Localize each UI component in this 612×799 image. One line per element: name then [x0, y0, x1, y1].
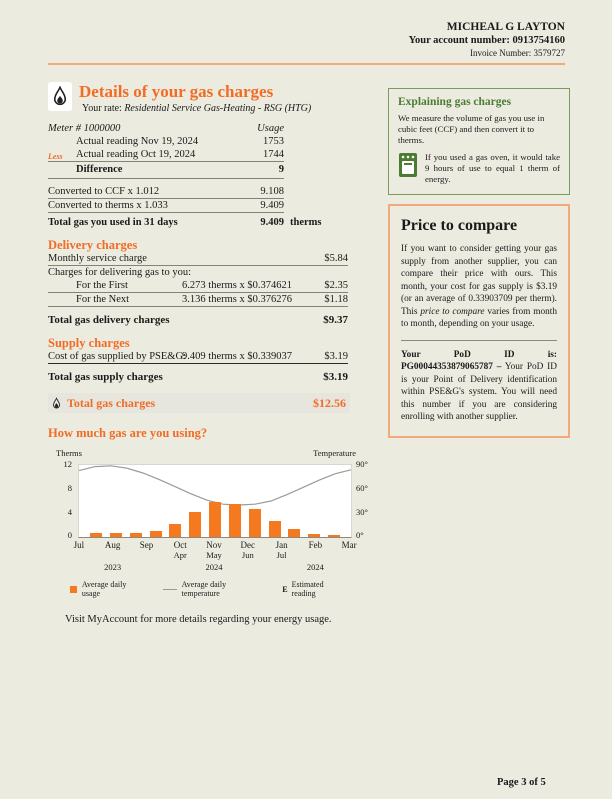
usage-bar — [189, 512, 201, 537]
explaining-gas-charges-box — [388, 88, 570, 195]
usage-bar — [110, 533, 122, 537]
y-right-tick: 30° — [356, 507, 368, 517]
therms-value: 9.409 — [260, 200, 284, 211]
y-right-tick: 60° — [356, 483, 368, 493]
first-tier-row — [48, 279, 348, 293]
usage-bar — [328, 535, 340, 537]
x-year-label — [130, 562, 164, 572]
usage-chart — [48, 459, 368, 540]
usage-heading: How much gas are you using? — [48, 426, 208, 440]
ptc-italic: price to compare — [420, 306, 485, 317]
usage-swatch-icon — [70, 586, 77, 593]
x-label: Oct — [173, 540, 187, 550]
chart-plot — [78, 464, 352, 538]
supply-cost-calc: 9.409 therms x $0.339037 — [182, 351, 292, 362]
x-year-label: 2024 — [205, 562, 223, 572]
reading-previous-value: 1744 — [263, 149, 284, 160]
y-right-tick: 90° — [356, 459, 368, 469]
x-sub-label — [96, 550, 130, 560]
next-tier-value: $1.18 — [324, 294, 348, 305]
supply-total-label: Total gas supply charges — [48, 371, 163, 383]
axis-titles — [48, 448, 366, 458]
x-sub-label: Jun — [241, 550, 254, 560]
page-number: Page 3 of 5 — [497, 777, 546, 788]
total-charges-value: $12.56 — [313, 395, 346, 410]
first-tier-calc: 6.273 therms x $0.374621 — [182, 280, 292, 291]
legend-temperature-label: Average daily temperature — [181, 580, 227, 598]
x-sub-label — [298, 550, 332, 560]
meter-table — [48, 122, 322, 229]
reading-previous-row — [48, 148, 284, 162]
ptc-text: If you want to consider getting your gas supply from another supplier, you can compare their price with ours. This month, your cost for gas supply is $3.19 (or an average of 0.33903709 per therm). This — [401, 244, 557, 317]
gas-flame-icon — [52, 397, 61, 410]
difference-label: Difference — [76, 164, 123, 175]
oven-note — [398, 152, 560, 185]
left-axis-title: Therms — [56, 448, 82, 458]
therms-row — [48, 199, 284, 213]
x-year-label — [62, 562, 96, 572]
temperature-swatch-icon — [163, 589, 177, 590]
x-label: Feb — [308, 540, 323, 550]
x-label: Aug — [104, 540, 121, 550]
meter-number: Meter # 1000000 — [48, 123, 121, 134]
x-label: Nov — [206, 540, 222, 550]
usage-bar — [130, 533, 142, 537]
pod-id-paragraph — [401, 349, 557, 424]
reading-previous-label: Actual reading Oct 19, 2024 — [76, 149, 196, 160]
monthly-service-label: Monthly service charge — [48, 253, 147, 264]
x-sub-label: Apr — [173, 550, 187, 560]
supply-cost-value: $3.19 — [324, 351, 348, 362]
therms-label: Converted to therms x 1.033 — [48, 200, 168, 211]
chart-legend — [70, 580, 366, 598]
gas-charges-column — [48, 82, 366, 625]
legend-estimated-label: Estimated reading — [291, 580, 324, 598]
estimated-flag: E — [282, 584, 288, 594]
x-axis-years — [62, 562, 366, 572]
usage-bar — [209, 502, 221, 537]
x-sub-label — [62, 550, 96, 560]
meter-header-row — [48, 122, 284, 135]
usage-bar — [288, 529, 300, 537]
rate-line — [82, 103, 311, 114]
supply-cost-label: Cost of gas supplied by PSE&G: — [48, 351, 186, 362]
explaining-heading: Explaining gas charges — [398, 96, 512, 108]
supply-total-value: $3.19 — [323, 371, 348, 383]
x-year-label: 2024 — [306, 562, 324, 572]
usage-bar — [249, 509, 261, 537]
total-used-label: Total gas you used in 31 days — [48, 217, 178, 228]
total-used-value: 9.409 — [260, 217, 284, 228]
first-tier-label: For the First — [76, 280, 128, 291]
rate-value: Residential Service Gas-Heating - RSG (HTG) — [124, 103, 312, 114]
usage-bar — [169, 524, 181, 537]
difference-value: 9 — [278, 164, 284, 175]
next-tier-label: For the Next — [76, 294, 130, 305]
x-axis-sub-months — [62, 550, 366, 560]
y-left-tick: 0 — [67, 530, 72, 540]
header-divider — [48, 63, 565, 65]
x-year-label: 2023 — [104, 562, 122, 572]
reading-current-row — [48, 135, 284, 148]
x-sub-label: Jul — [276, 550, 287, 560]
section-header — [48, 82, 366, 114]
usage-column-label: Usage — [257, 123, 284, 134]
delivering-label-row — [48, 266, 348, 279]
visit-note: Visit MyAccount for more details regarding your energy usage. — [65, 614, 332, 625]
monthly-service-value: $5.84 — [324, 253, 348, 264]
x-sub-label: May — [206, 550, 222, 560]
difference-row — [48, 162, 284, 179]
customer-name: MICHEAL G LAYTON — [446, 21, 565, 33]
price-to-compare-paragraph — [401, 243, 557, 331]
box-divider — [401, 340, 557, 341]
legend-usage-label: Average daily usage — [81, 580, 127, 598]
price-to-compare-heading: Price to compare — [401, 217, 518, 234]
next-tier-calc: 3.136 therms x $0.376276 — [182, 294, 292, 305]
total-used-unit: therms — [290, 217, 322, 228]
invoice-number: Invoice Number: 3579727 — [470, 48, 565, 58]
delivery-total-value: $9.37 — [323, 314, 348, 326]
usage-bar — [150, 531, 162, 537]
x-label: Jul — [73, 540, 85, 550]
x-label: Jan — [275, 540, 288, 550]
total-charges-label: Total gas charges — [67, 395, 156, 410]
less-tag: Less — [48, 152, 63, 161]
x-axis-months — [62, 540, 366, 550]
gas-oven-icon — [398, 152, 418, 185]
y-left-tick: 8 — [67, 483, 72, 493]
ccf-row — [48, 185, 284, 199]
x-year-label — [265, 562, 299, 572]
pod-id: Your PoD ID is: PG00044353879065787 – — [401, 349, 557, 372]
x-sub-label — [130, 550, 164, 560]
x-label: Mar — [341, 540, 357, 550]
delivering-label: Charges for delivering gas to you: — [48, 267, 191, 278]
price-to-compare-box — [388, 204, 570, 438]
reading-current-label: Actual reading Nov 19, 2024 — [76, 136, 199, 147]
gas-flame-icon — [48, 82, 72, 111]
usage-bar — [90, 533, 102, 537]
delivery-heading: Delivery charges — [48, 238, 138, 252]
rate-prefix: Your rate: — [82, 103, 125, 114]
bill-header — [409, 21, 565, 60]
total-gas-charges-bar — [48, 393, 350, 413]
usage-bar — [269, 521, 281, 537]
usage-bar — [308, 534, 320, 537]
total-used-row — [48, 216, 322, 229]
y-left-tick: 4 — [67, 507, 72, 517]
ptc-text: varies from month to month, depending on your usage. — [401, 306, 557, 329]
delivery-total-label: Total gas delivery charges — [48, 314, 170, 326]
reading-current-value: 1753 — [263, 136, 284, 147]
monthly-service-row — [48, 252, 348, 266]
ccf-label: Converted to CCF x 1.012 — [48, 186, 160, 197]
next-tier-row — [48, 293, 348, 307]
supply-cost-row — [48, 350, 348, 364]
x-sub-label — [332, 550, 366, 560]
usage-bar — [229, 504, 241, 537]
first-tier-value: $2.35 — [324, 280, 348, 291]
x-label: Dec — [240, 540, 256, 550]
supply-total-row — [48, 370, 348, 384]
x-year-label — [332, 562, 366, 572]
pod-id-text: Your PoD ID is your Point of Delivery identification within PSE&G's system. You will need this number if you are considering enrolling with another supplier. — [401, 362, 557, 422]
oven-paragraph: If you used a gas oven, it would take 9 hours of use to equal 1 therm of energy. — [425, 152, 560, 184]
ccf-value: 9.108 — [260, 186, 284, 197]
x-year-label — [231, 562, 265, 572]
x-label: Sep — [139, 540, 154, 550]
delivery-total-row — [48, 313, 348, 327]
y-left-tick: 12 — [63, 459, 72, 469]
info-column — [388, 88, 570, 438]
x-year-label — [163, 562, 197, 572]
explaining-paragraph: We measure the volume of gas you use in cubic feet (CCF) and then convert it to therms. — [398, 113, 545, 145]
account-number: Your account number: 0913754160 — [408, 35, 565, 46]
y-right-tick: 0° — [356, 530, 364, 540]
right-axis-title: Temperature — [313, 448, 356, 458]
page-title: Details of your gas charges — [79, 82, 274, 101]
supply-heading: Supply charges — [48, 336, 130, 350]
